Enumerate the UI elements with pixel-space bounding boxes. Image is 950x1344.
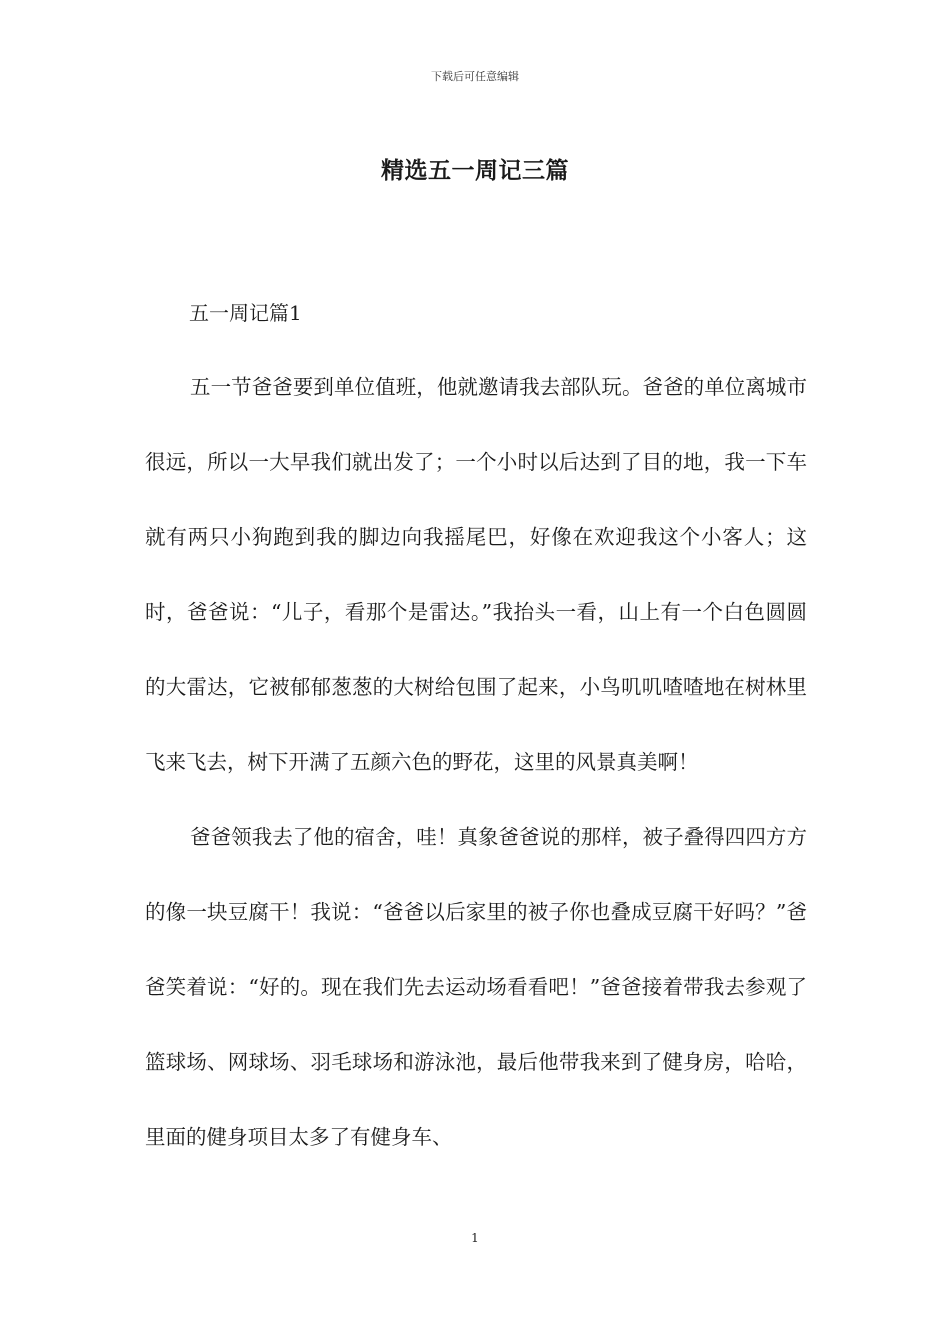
document-body bbox=[145, 276, 807, 1175]
document-title: 精选五一周记三篇 bbox=[381, 157, 569, 184]
section-heading: 五一周记篇1 bbox=[189, 301, 302, 325]
page-number: 1 bbox=[471, 1231, 479, 1245]
paragraph: 五一节爸爸要到单位值班，他就邀请我去部队玩。爸爸的单位离城市很远，所以一大早我们就出发了；一个小时以后达到了目的地，我一下车就有两只小狗跑到我的脚边向我摇尾巴，好像在欢迎我这个小客人；这时，爸爸说：“儿子，看那个是雷达。”我抬头一看，山上有一个白色圆圆的大雷达，它被郁郁葱葱的大树给包围了起来，小鸟叽叽喳喳地在树林里飞来飞去，树下开满了五颜六色的野花，这里的风景真美啊！ bbox=[145, 375, 807, 774]
paragraph: 爸爸领我去了他的宿舍，哇！真象爸爸说的那样，被子叠得四四方方的像一块豆腐干！我说：“爸爸以后家里的被子你也叠成豆腐干好吗？”爸爸笑着说：“好的。现在我们先去运动场看看吧！”爸爸接着带我去参观了篮球场、网球场、羽毛球场和游泳池，最后他带我来到了健身房，哈哈，里面的健身项目太多了有健身车、 bbox=[145, 825, 807, 1149]
header-note: 下载后可任意编辑 bbox=[431, 70, 519, 83]
